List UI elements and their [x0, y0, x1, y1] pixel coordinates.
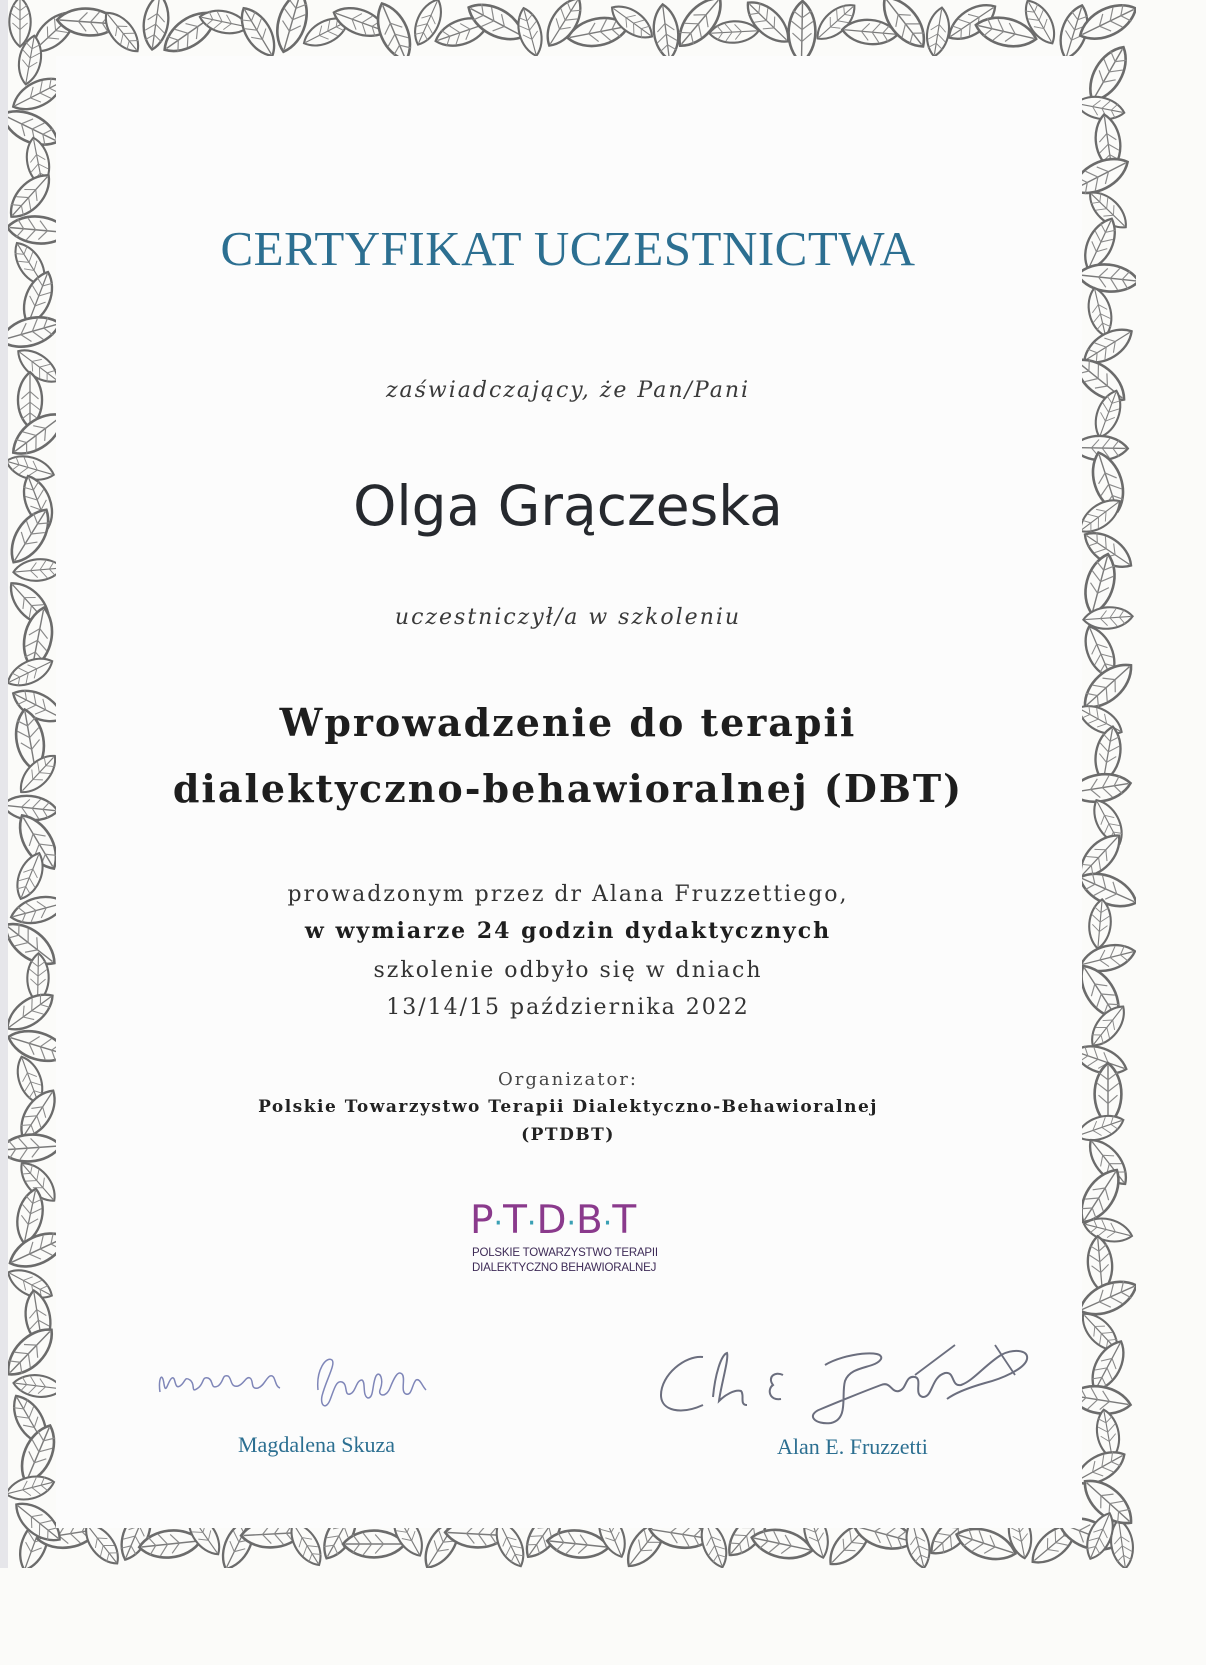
signer-name-left: Magdalena Skuza [238, 1432, 395, 1457]
logo-letter: T [612, 1198, 637, 1243]
logo-dot: · [566, 1206, 577, 1241]
leaf-ornament [651, 3, 682, 61]
logo-letter: P [470, 1198, 494, 1243]
intro-text: zaświadczający, że Pan/Pani [385, 378, 751, 403]
organizer-name: Polskie Towarzystwo Terapii Dialektyczno-Behawioralnej [258, 1097, 878, 1117]
leaf-ornament [924, 6, 953, 58]
signer-name-right: Alan E. Fruzzetti [777, 1434, 928, 1459]
logo-subtitle-line-2: DIALEKTYCZNO BEHAWIORALNEJ [472, 1262, 657, 1274]
course-title-line-1: Wprowadzenie do terapii [279, 700, 857, 745]
signature-alan-fruzzetti [655, 1335, 1045, 1430]
logo-dot: · [493, 1206, 504, 1241]
details-hours: w wymiarze 24 godzin dydaktycznych [304, 918, 832, 944]
logo-letter: B [576, 1198, 603, 1243]
leaf-ornament [3, 1472, 56, 1505]
logo-letters [470, 1198, 636, 1247]
leaf-ornament [0, 311, 63, 354]
organizer-label: Organizator: [498, 1069, 638, 1090]
ptdbt-logo [470, 1198, 680, 1288]
signature-magdalena-skuza [150, 1340, 450, 1420]
leaf-ornament [788, 1, 816, 63]
details-dates: 13/14/15 października 2022 [386, 995, 750, 1020]
logo-dot: · [526, 1206, 537, 1241]
certificate-title: CERTYFIKAT UCZESTNICTWA [220, 221, 916, 276]
leaf-ornament [271, 0, 314, 55]
details-instructor: prowadzonym przez dr Alana Fruzzettiego, [287, 882, 849, 907]
participant-name: Olga Grączeska [353, 474, 783, 538]
leaf-ornament [513, 5, 546, 58]
logo-subtitle-line-1: POLSKIE TOWARZYSTWO TERAPII [472, 1247, 658, 1259]
organizer-abbreviation: (PTDBT) [521, 1125, 615, 1145]
participated-text: uczestniczył/a w szkoleniu [394, 605, 742, 630]
details-dates-label: szkolenie odbyło się w dniach [373, 958, 763, 983]
course-title-line-2: dialektyczno-behawioralnej (DBT) [172, 766, 964, 811]
logo-dot: · [602, 1206, 613, 1241]
logo-letter: T [503, 1198, 527, 1243]
logo-letter: D [536, 1198, 567, 1243]
